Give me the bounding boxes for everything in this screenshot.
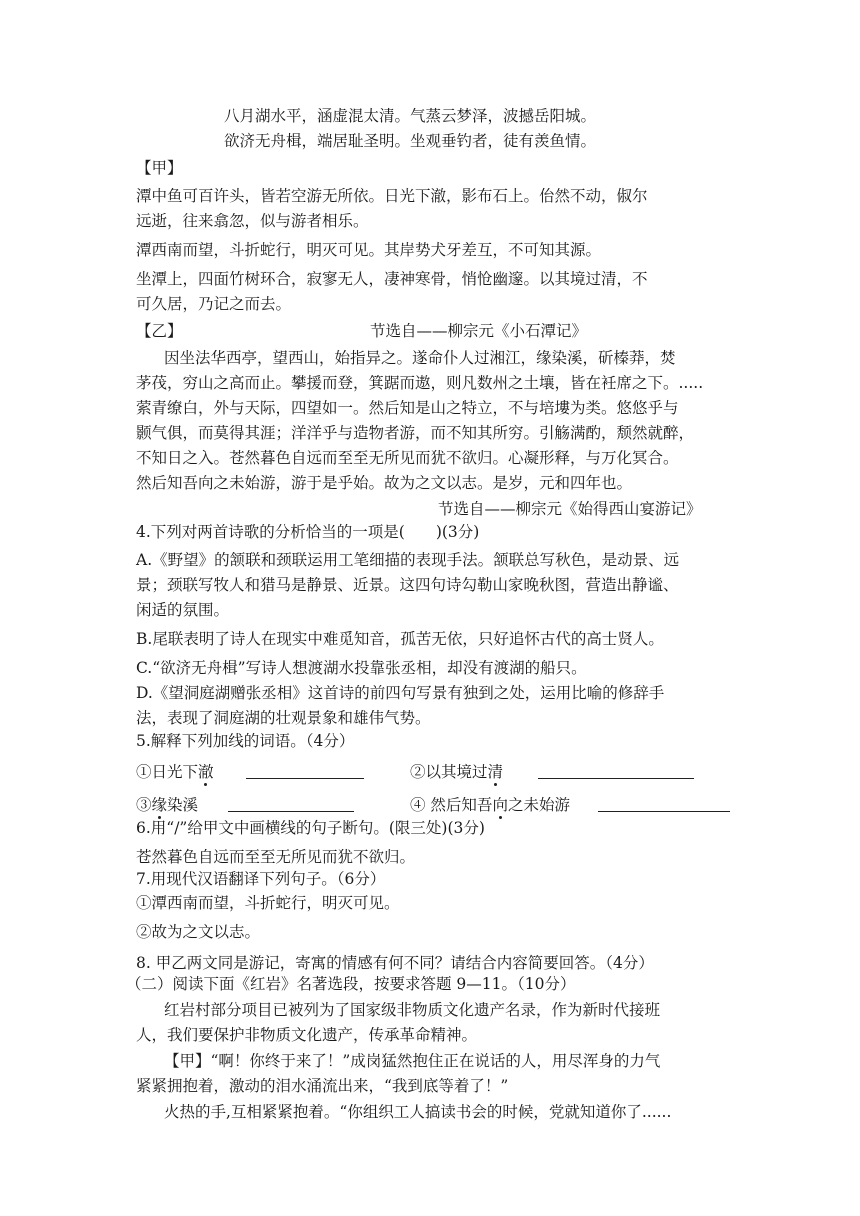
source-citation: 节选自——柳宗元《始得西山宴游记》 xyxy=(438,500,702,518)
answer-blank[interactable] xyxy=(228,797,354,812)
text-line: 然后知吾向之未始游，游于是乎始。故为之文以志。是岁，元和四年也。 xyxy=(136,474,633,492)
q5-item-text: ②以其境过 xyxy=(410,763,488,781)
q5-item-1 xyxy=(136,762,214,782)
text-line: 紧紧拥抱着，激动的泪水涌流出来，“我到底等着了！” xyxy=(136,1077,509,1095)
option-d: 法，表现了洞庭湖的壮观景象和雄伟气势。 xyxy=(136,709,431,727)
text-line: 茅茷，穷山之高而止。攀援而登，箕踞而遨，则凡数州之土壤，皆在衽席之下。..... xyxy=(136,374,704,392)
option-a: 闲适的氛围。 xyxy=(136,601,230,619)
q5-dotted-word: 澈 xyxy=(198,763,214,781)
text-line: 远逝，往来翕忽，似与游者相乐。 xyxy=(136,212,369,230)
q5-item-text: ④ 然后知吾 xyxy=(410,796,493,814)
source-citation: 节选自——柳宗元《小石潭记》 xyxy=(370,322,588,340)
section-title: （二）阅读下面《红岩》名著选段，按要求答题 9—11。（10分） xyxy=(126,975,576,993)
option-b: B.尾联表明了诗人在现实中难觅知音，孤苦无依，只好追怀古代的高士贤人。 xyxy=(136,630,664,648)
text-line: 潭西南而望，斗折蛇行，明灭可见。其岸势犬牙差互，不可知其源。 xyxy=(136,241,602,259)
question-stem: 6.用“/”给甲文中画横线的句子断句。(限三处)(3分) xyxy=(136,819,485,837)
question-stem: 7.用现代汉语翻译下列句子。（6分） xyxy=(136,870,386,888)
text-line: 潭中鱼可百许头，皆若空游无所依。日光下澈，影布石上。佁然不动，俶尔 xyxy=(136,187,648,205)
text-line: 人，我们要保护非物质文化遗产，传承革命精神。 xyxy=(136,1026,478,1044)
q5-item-text: ①日光下 xyxy=(136,763,199,781)
section-label-jia: 【甲】 xyxy=(136,159,183,177)
question-stem: 8. 甲乙两文同是游记，寄寓的情感有何不同？请结合内容简要回答。（4分） xyxy=(136,954,654,972)
text-line: 萦青缭白，外与天际，四望如一。然后知是山之特立，不与培塿为类。悠悠乎与 xyxy=(136,399,679,417)
q5-dotted-word: 缘 xyxy=(151,796,168,814)
text-line: 不知日之入。苍然暮色自远而至至无所见而犹不欲归。心凝形释，与万化冥合。 xyxy=(136,449,679,467)
q5-item-2 xyxy=(410,762,503,782)
poem-line: 欲济无舟楫，端居耻圣明。坐观垂钓者，徒有羡鱼情。 xyxy=(224,132,597,150)
text-line: 因坐法华西亭，望西山，始指异之。遂命仆人过湘江，缘染溪，斫榛莽，焚 xyxy=(164,349,676,367)
text-line: ①潭西南而望，斗折蛇行，明灭可见。 xyxy=(136,894,400,912)
q5-dotted-word: 清 xyxy=(487,763,504,781)
text-line: 红岩村部分项目已被列为了国家级非物质文化遗产名录，作为新时代接班 xyxy=(164,1001,661,1019)
q5-dotted-word: 向 xyxy=(492,796,508,814)
poem-line: 八月湖水平，涵虚混太清。气蒸云梦泽，波撼岳阳城。 xyxy=(224,107,597,125)
section-label-yi: 【乙】 xyxy=(136,322,183,340)
q5-item-3 xyxy=(136,795,198,815)
text-line: 苍然暮色自远而至至无所见而犹不欲归。 xyxy=(136,848,416,866)
option-a: A.《野望》的颔联和颈联运用工笔细描的表现手法。颔联总写秋色，是动景、远 xyxy=(136,551,680,569)
text-line: 可久居，乃记之而去。 xyxy=(136,295,292,313)
q5-item-text: ③ xyxy=(136,796,152,814)
question-stem: 4.下列对两首诗歌的分析恰当的一项是( )(3分) xyxy=(136,523,480,541)
q5-item-text: 染溪 xyxy=(167,796,199,814)
answer-blank[interactable] xyxy=(538,764,694,779)
answer-blank[interactable] xyxy=(598,797,730,812)
option-d: D.《望洞庭湖赠张丞相》这首诗的前四句写景有独到之处，运用比喻的修辞手 xyxy=(136,684,665,702)
text-line: 【甲】“啊！你终于来了！”成岗猛然抱住正在说话的人，用尽浑身的力气 xyxy=(164,1052,661,1070)
q5-item-text: 之未始游 xyxy=(507,796,570,814)
text-line: 坐潭上，四面竹树环合，寂寥无人，凄神寒骨，悄怆幽邃。以其境过清，不 xyxy=(136,270,648,288)
q5-item-4 xyxy=(410,795,570,815)
question-stem: 5.解释下列加线的词语。（4分） xyxy=(136,732,355,750)
option-c: C.“欲济无舟楫”写诗人想渡湖水投靠张丞相，却没有渡湖的船只。 xyxy=(136,659,587,677)
answer-blank[interactable] xyxy=(246,764,364,779)
text-line: ②故为之文以志。 xyxy=(136,923,261,941)
option-a: 景；颈联写牧人和猎马是静景、近景。这四句诗勾勒山家晚秋图，营造出静谧、 xyxy=(136,576,679,594)
text-line: 火热的手,互相紧紧抱着。“你组织工人搞读书会的时候，党就知道你了...... xyxy=(164,1103,672,1121)
text-line: 颢气俱，而莫得其涯；洋洋乎与造物者游，而不知其所穷。引觞满酌，颓然就醉， xyxy=(136,424,695,442)
